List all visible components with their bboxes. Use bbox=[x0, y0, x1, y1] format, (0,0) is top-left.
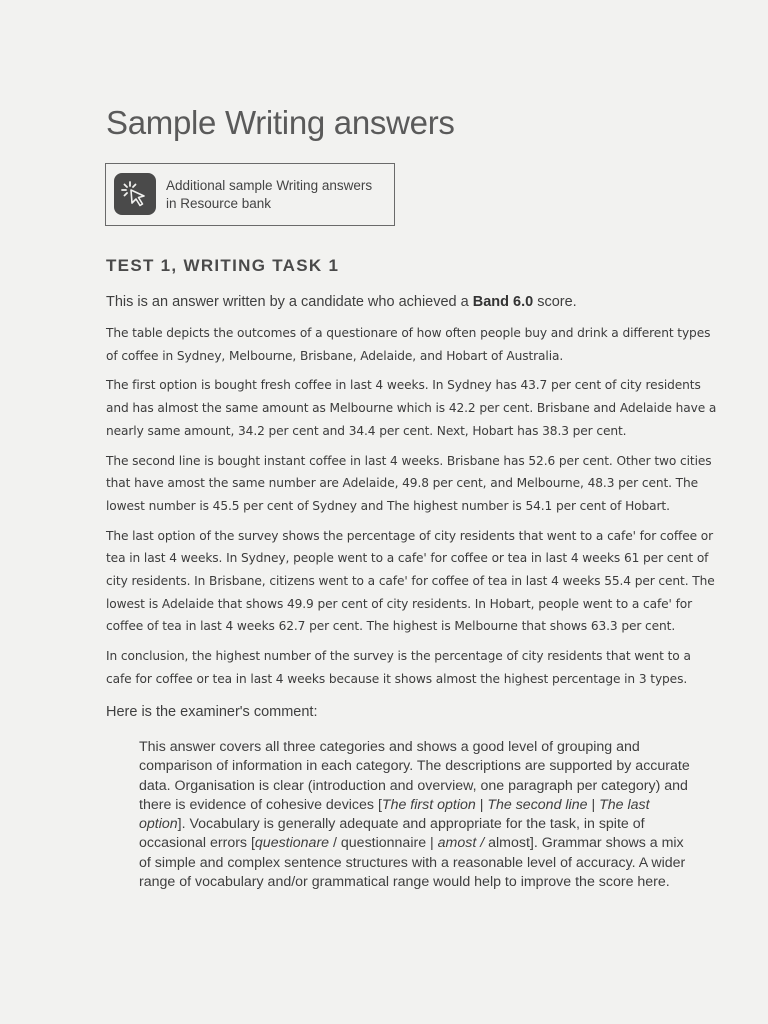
answer-paragraph: The second line is bought instant coffee in last 4 weeks. Brisbane has 52.6 per cent. Other two cities that have amost the same number are Adelaide, 49.8 per cent, and Melbourne, 48.3 per cent. The lowest number is 45.5 per cent of Sydney and The highest number is 54.1 per cent of Hobart. bbox=[106, 453, 712, 513]
comment-quote: The last option bbox=[139, 796, 650, 833]
intro-prefix: This is an answer written by a candidate who achieved a bbox=[106, 294, 473, 310]
answer-paragraph: In conclusion, the highest number of the survey is the percentage of city residents that went to a cafe for coffee or tea in last 4 weeks because it shows almost the highest percentage in 3 types. bbox=[106, 649, 691, 686]
answer-paragraph: The first option is bought fresh coffee in last 4 weeks. In Sydney has 43.7 per cent of city residents and has almost the same amount as Melbourne which is 42.2 per cent. Brisbane and Adelaide have a nearly same amount, 34.2 per cent and 34.4 per cent. Next, Hobart has 38.3 per cent. bbox=[106, 378, 717, 438]
comment-text: ]. Vocabulary is generally adequate and appropriate for the task, in spite of occasional errors [ bbox=[139, 816, 645, 852]
comment-text: / questionnaire | bbox=[329, 835, 438, 852]
candidate-answer bbox=[106, 322, 720, 698]
comment-text: almost]. Grammar shows a mix of simple and complex sentence structures with a reasonable level of accuracy. A wider range of vocabulary and/or grammatical range would help to improve the score here. bbox=[139, 835, 686, 891]
answer-paragraph: The last option of the survey shows the percentage of city residents that went to a cafe' for coffee or tea in last 4 weeks. In Sydney, people went to a cafe' for coffee or tea in last 4 weeks 61 per cent of city residents. In Brisbane, citizens went to a cafe' for coffee of tea in last 4 weeks 55.4 per cent. The lowest is Adelaide that shows 49.9 per cent of city residents. In Hobart, people went to a cafe' for coffee of tea in last 4 weeks 62.7 per cent. The highest is Melbourne that shows 63.3 per cent. bbox=[106, 528, 715, 634]
examiner-comment bbox=[139, 738, 695, 892]
examiner-label: Here is the examiner's comment: bbox=[106, 704, 318, 720]
resource-line-2: in Resource bank bbox=[166, 196, 272, 211]
comment-text: This answer covers all three categories and shows a good level of grouping and comparison of information in each category. The descriptions are supported by accurate data. Organisation is clear (introduction and overview, one paragraph per category) and there is evidence of cohesive devices [ bbox=[139, 739, 690, 813]
cursor-click-icon bbox=[114, 173, 156, 215]
comment-quote: The first option bbox=[381, 796, 476, 813]
intro-text bbox=[106, 294, 726, 310]
comment-quote: questionare bbox=[254, 835, 330, 852]
resource-bank-text bbox=[166, 177, 391, 213]
comment-separator: | bbox=[587, 796, 600, 813]
answer-paragraph: The table depicts the outcomes of a questionare of how often people buy and drink a different types of coffee in Sydney, Melbourne, Brisbane, Adelaide, and Hobart of Australia. bbox=[106, 326, 711, 363]
intro-suffix: score. bbox=[533, 294, 577, 310]
comment-quote: amost / bbox=[437, 835, 485, 852]
resource-bank-link[interactable] bbox=[105, 163, 395, 226]
band-score: Band 6.0 bbox=[472, 294, 534, 310]
comment-separator: | bbox=[475, 796, 488, 813]
comment-quote: The second line bbox=[487, 796, 588, 813]
page-title: Sample Writing answers bbox=[106, 104, 455, 141]
resource-line-1: Additional sample Writing answers bbox=[166, 178, 373, 193]
section-heading: TEST 1, WRITING TASK 1 bbox=[106, 256, 340, 275]
